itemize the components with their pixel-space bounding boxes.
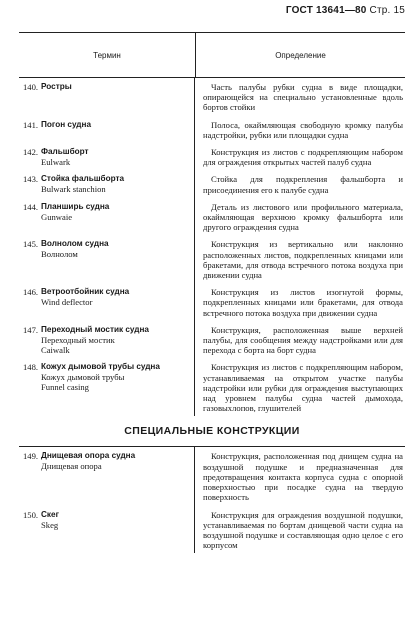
term-cell bbox=[19, 321, 195, 359]
term-main-line bbox=[23, 325, 188, 335]
term-synonym: Bulwark stanchion bbox=[41, 184, 106, 195]
rows-section-b bbox=[19, 447, 405, 553]
term-synonym: Gunwaie bbox=[41, 211, 73, 222]
term-synonym: Funnel casing bbox=[41, 382, 89, 393]
term-main-line bbox=[23, 451, 188, 461]
definition-cell: Конструкция из листов с подкрепляющим набором, устанавливаемая на открытом участке палубы надстройки или рубки для ограждения выступающих над уровнем палубы судна частей дымохода, газовыхлопов, глушителей bbox=[203, 362, 403, 414]
term-number: 147. bbox=[23, 324, 39, 335]
term-synonym: Caiwalk bbox=[41, 344, 70, 355]
term-main-line bbox=[23, 287, 188, 297]
term-name: Планширь судна bbox=[41, 201, 110, 211]
term-main-line bbox=[23, 510, 188, 520]
term-name: Днищевая опора судна bbox=[41, 451, 136, 461]
page-number: Стр. 15 bbox=[369, 5, 405, 16]
term-synonym: Wind deflector bbox=[41, 297, 93, 308]
term-number: 144. bbox=[23, 201, 39, 212]
table-row bbox=[19, 358, 405, 416]
definition-cell: Стойка для подкрепления фальшборта и присоединения его к палубе судна bbox=[203, 174, 403, 195]
definition-cell: Конструкция из вертикально или наклонно расположенных листов, подкрепленных кницами или бракетами, для отвода встречного потока воздуха при движении судна bbox=[203, 239, 403, 281]
term-name: Переходный мостик судна bbox=[41, 324, 149, 334]
term-main-line bbox=[23, 174, 188, 184]
definition-cell: Часть палубы рубки судна в виде площадки, опирающейся на специально установленные вдоль бортов стойки bbox=[203, 82, 403, 113]
term-main-line bbox=[23, 362, 188, 372]
term-number: 150. bbox=[23, 509, 39, 520]
term-cell bbox=[19, 198, 195, 236]
term-number: 146. bbox=[23, 287, 39, 298]
term-cell bbox=[19, 235, 195, 283]
term-column-header: Термин bbox=[19, 33, 196, 77]
standard-code: ГОСТ 13641—80 bbox=[285, 5, 367, 16]
term-cell bbox=[19, 283, 195, 321]
term-number: 148. bbox=[23, 362, 39, 373]
section-title: СПЕЦИАЛЬНЫЕ КОНСТРУКЦИИ bbox=[19, 416, 405, 447]
terms-table bbox=[19, 32, 405, 553]
term-number: 140. bbox=[23, 82, 39, 92]
term-synonym: Skeg bbox=[41, 519, 59, 530]
table-row bbox=[19, 447, 405, 505]
term-main-line bbox=[23, 120, 188, 130]
table-row bbox=[19, 235, 405, 283]
term-number: 145. bbox=[23, 239, 39, 250]
definition-cell: Деталь из листового или профильного материала, окаймляющая верхнюю кромку фальшборта или другого ограждения судна bbox=[203, 201, 403, 233]
term-cell bbox=[19, 143, 195, 170]
term-number: 142. bbox=[23, 147, 39, 158]
term-cell bbox=[19, 78, 195, 116]
rows-section-a bbox=[19, 78, 405, 416]
term-cell bbox=[19, 170, 195, 197]
definition-cell: Полоса, окаймляющая свободную кромку палубы надстройки, рубки или площадки судна bbox=[203, 119, 403, 140]
table-row bbox=[19, 78, 405, 116]
term-name: Волнолом судна bbox=[41, 239, 109, 249]
page-header bbox=[286, 5, 405, 16]
table-row bbox=[19, 198, 405, 236]
term-number: 141. bbox=[23, 119, 39, 130]
term-number: 143. bbox=[23, 174, 39, 185]
term-main-line bbox=[23, 239, 188, 249]
term-name: Ростры bbox=[41, 82, 72, 91]
definition-cell: Конструкция, расположенная под днищем судна на воздушной подушке и предназначенная для предотвращения контакта корпуса судна с опорной поверхностью при посадке судна на твердую поверхность bbox=[203, 451, 403, 503]
term-synonym: Кожух дымовой трубы bbox=[41, 372, 125, 383]
table-row bbox=[19, 143, 405, 170]
definition-cell: Конструкция для ограждения воздушной подушки, устанавливаемая по бортам днищевой части судна на воздушной подушке и составляющая одно целое с его корпусом bbox=[203, 509, 403, 551]
term-number: 149. bbox=[23, 451, 39, 462]
table-row bbox=[19, 506, 405, 554]
term-synonym: Eulwark bbox=[41, 157, 71, 168]
term-synonym: Переходный мостик bbox=[41, 334, 115, 345]
term-name: Фальшборт bbox=[41, 147, 89, 157]
definition-cell: Конструкция, расположенная выше верхней палубы, для сообщения между надстройками или для перехода с борта на борт судна bbox=[203, 324, 403, 356]
term-name: Погон судна bbox=[41, 119, 92, 129]
definition-cell: Конструкция из листов изогнутой формы, подкрепленных кницами или бракетами, для отвода встречного потока воздуха при движении судна bbox=[203, 287, 403, 318]
table-row bbox=[19, 321, 405, 359]
term-synonym: Волнолом bbox=[41, 249, 78, 260]
table-row bbox=[19, 116, 405, 143]
term-synonym: Днищевая опора bbox=[41, 461, 102, 472]
term-name: Ветроотбойник судна bbox=[41, 287, 130, 297]
term-main-line bbox=[23, 202, 188, 212]
term-cell bbox=[19, 116, 195, 143]
term-cell bbox=[19, 447, 195, 505]
term-name: Скег bbox=[41, 509, 59, 519]
definition-cell: Конструкция из листов с подкрепляющим набором для ограждения открытых частей палуб судна bbox=[203, 147, 403, 168]
table-row bbox=[19, 283, 405, 321]
term-name: Кожух дымовой трубы судна bbox=[41, 362, 160, 372]
term-cell bbox=[19, 358, 195, 416]
definition-column-header: Определение bbox=[275, 50, 326, 60]
table-row bbox=[19, 170, 405, 197]
term-main-line bbox=[23, 147, 188, 157]
term-main-line bbox=[23, 82, 188, 92]
table-header bbox=[19, 32, 405, 78]
term-name: Стойка фальшборта bbox=[41, 174, 125, 184]
term-cell bbox=[19, 506, 195, 554]
